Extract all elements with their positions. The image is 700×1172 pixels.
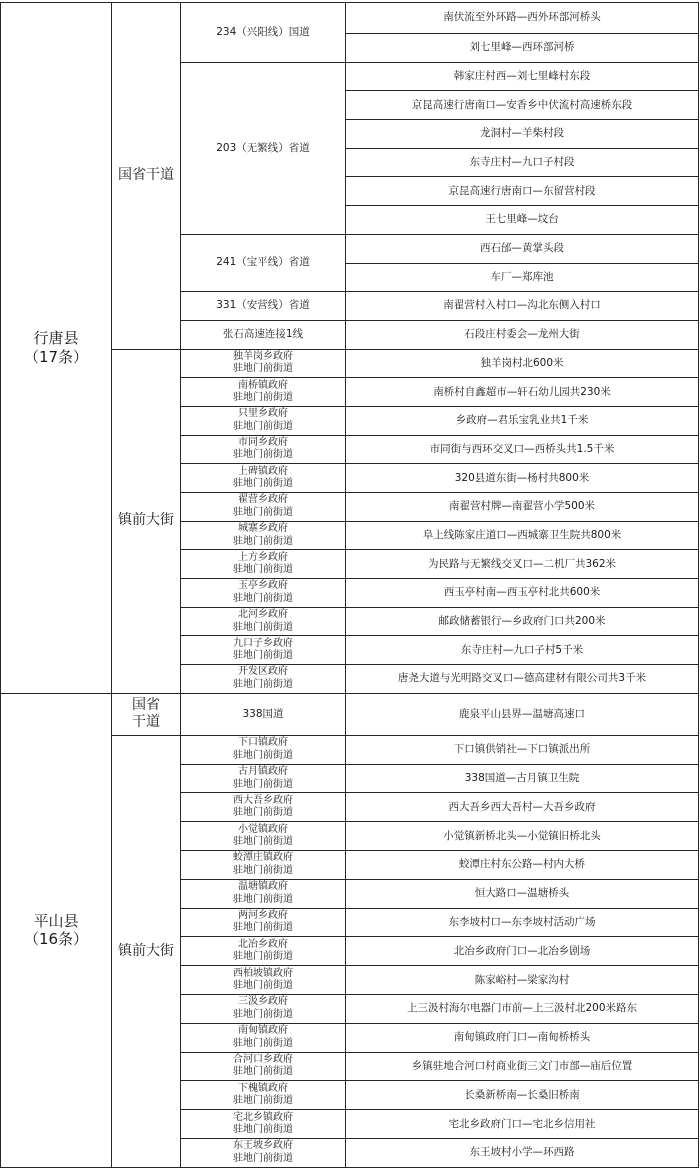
town-government — [181, 550, 346, 579]
government-street-label: 驻地门前街道 — [233, 506, 293, 518]
road-section: 龙洞村—羊柴村段 — [346, 120, 699, 149]
government-street-label: 驻地门前街道 — [233, 592, 293, 604]
road-section: 南伏流至外环路—西外环部河桥头 — [346, 3, 699, 34]
road-section: 恒大路口—温塘桥头 — [346, 879, 699, 908]
government-street-label: 驻地门前街道 — [233, 392, 293, 404]
road-section: 乡政府—君乐宝乳业共1千米 — [346, 406, 699, 435]
road-section: 下口镇供销社—下口镇派出所 — [346, 735, 699, 764]
road-section: 南甸镇政府门口—南甸桥桥头 — [346, 1023, 699, 1052]
county-cell — [1, 693, 112, 1167]
town-government — [181, 579, 346, 608]
route-name: 338国道 — [181, 693, 346, 735]
route-name: 234（兴阳线）国道 — [181, 3, 346, 63]
category-town-streets: 镇前大街 — [112, 735, 181, 1167]
road-section: 车厂—郑库池 — [346, 263, 699, 292]
government-street-label: 驻地门前街道 — [233, 807, 293, 819]
government-street-label: 驻地门前街道 — [233, 778, 293, 790]
road-section: 东寺庄村—九口子村5千米 — [346, 636, 699, 665]
town-government — [181, 994, 346, 1023]
category-main-roads: 国省干道 — [112, 693, 181, 735]
town-government — [181, 435, 346, 464]
government-street-label: 驻地门前街道 — [233, 1066, 293, 1078]
town-government — [181, 1023, 346, 1052]
road-section: 小觉镇新桥北头—小觉镇旧桥北头 — [346, 822, 699, 851]
government-name: 开发区政府 — [238, 666, 288, 678]
government-street-label: 驻地门前街道 — [233, 1095, 293, 1107]
town-government — [181, 665, 346, 694]
government-name: 西大吾乡政府 — [233, 794, 293, 806]
government-street-label: 驻地门前街道 — [233, 836, 293, 848]
town-government — [181, 908, 346, 937]
town-government — [181, 1138, 346, 1167]
road-section: 韩家庄村西—刘七里峰村东段 — [346, 62, 699, 91]
government-name: 南甸镇政府 — [238, 1025, 288, 1037]
road-section: 338国道—古月镇卫生院 — [346, 764, 699, 793]
road-section: 陈家峪村—梁家沟村 — [346, 966, 699, 995]
road-section: 西石邰—黄掌头段 — [346, 234, 699, 263]
government-name: 城寨乡政府 — [238, 523, 288, 535]
road-section: 西大吾乡西大吾村—大吾乡政府 — [346, 793, 699, 822]
town-government — [181, 1110, 346, 1139]
road-section: 独羊岗村北600米 — [346, 349, 699, 378]
town-government — [181, 735, 346, 764]
road-section: 南桥村自鑫超市—轩石幼儿园共230米 — [346, 378, 699, 407]
road-section: 北冶乡政府门口—北冶乡剧场 — [346, 937, 699, 966]
government-name: 两河乡政府 — [238, 909, 288, 921]
government-street-label: 驻地门前街道 — [233, 749, 293, 761]
road-section: 乡镇驻地合河口村商业街三文门市部—庙后位置 — [346, 1052, 699, 1081]
government-name: 东王坡乡政府 — [233, 1140, 293, 1152]
route-name: 331（安营线）省道 — [181, 292, 346, 321]
government-name: 玉亭乡政府 — [238, 580, 288, 592]
road-section: 刘七里峰—西环部河桥 — [346, 34, 699, 63]
government-street-label: 驻地门前街道 — [233, 535, 293, 547]
category-town-streets: 镇前大街 — [112, 349, 181, 693]
government-street-label: 驻地门前街道 — [233, 650, 293, 662]
government-name: 北冶乡政府 — [238, 938, 288, 950]
government-name: 市同乡政府 — [238, 436, 288, 448]
road-section: 宅北乡政府门口—宅北乡信用社 — [346, 1110, 699, 1139]
government-name: 只里乡政府 — [238, 408, 288, 420]
road-section-table — [0, 2, 699, 1168]
government-street-label: 驻地门前街道 — [233, 1152, 293, 1164]
road-section: 市同街与西环交叉口—西桥头共1.5千米 — [346, 435, 699, 464]
road-section: 上三汲村海尔电器门市前—上三汲村北200米路东 — [346, 994, 699, 1023]
road-section: 唐尧大道与光明路交叉口—德高建材有限公司共3千米 — [346, 665, 699, 694]
town-government — [181, 966, 346, 995]
town-government — [181, 937, 346, 966]
road-section: 阜上线陈家庄道口—西城寨卫生院共800米 — [346, 521, 699, 550]
government-name: 独羊岗乡政府 — [233, 350, 293, 362]
government-street-label: 驻地门前街道 — [233, 951, 293, 963]
road-section: 东王坡村小学—环西路 — [346, 1138, 699, 1167]
government-street-label: 驻地门前街道 — [233, 478, 293, 490]
town-government — [181, 607, 346, 636]
road-section: 京昆高速行唐南口—安香乡中伏流村高速桥东段 — [346, 91, 699, 120]
town-government — [181, 349, 346, 378]
government-street-label: 驻地门前街道 — [233, 893, 293, 905]
town-government — [181, 493, 346, 522]
road-section: 王七里峰—坟台 — [346, 206, 699, 235]
government-name: 温塘镇政府 — [238, 881, 288, 893]
government-name: 小觉镇政府 — [238, 823, 288, 835]
town-government — [181, 1081, 346, 1110]
town-government — [181, 464, 346, 493]
town-government — [181, 764, 346, 793]
government-street-label: 驻地门前街道 — [233, 564, 293, 576]
town-government — [181, 851, 346, 880]
government-name: 合河口乡政府 — [233, 1053, 293, 1065]
government-street-label: 驻地门前街道 — [233, 1124, 293, 1136]
government-name: 古月镇政府 — [238, 766, 288, 777]
government-name: 西柏坡镇政府 — [233, 967, 293, 979]
government-name: 下口镇政府 — [238, 737, 288, 749]
government-name: 翟营乡政府 — [238, 494, 288, 506]
road-section: 蛟潭庄村东公路—村内大桥 — [346, 851, 699, 880]
county-name: 平山县 — [33, 911, 79, 930]
government-name: 三汲乡政府 — [238, 996, 288, 1008]
town-government — [181, 822, 346, 851]
county-route-count: （17条） — [23, 347, 89, 366]
county-cell — [1, 3, 112, 694]
government-street-label: 驻地门前街道 — [233, 922, 293, 934]
government-name: 上碑镇政府 — [238, 465, 288, 477]
government-name: 下槐镇政府 — [238, 1082, 288, 1094]
road-section: 320县道东街—杨村共800米 — [346, 464, 699, 493]
county-route-count: （16条） — [23, 930, 89, 949]
town-government — [181, 406, 346, 435]
route-name: 张石高速连接1线 — [181, 320, 346, 349]
road-section: 石段庄村委会—龙州大街 — [346, 320, 699, 349]
government-name: 九口子乡政府 — [233, 637, 293, 649]
route-name: 241（宝平线）省道 — [181, 234, 346, 291]
town-government — [181, 793, 346, 822]
town-government — [181, 636, 346, 665]
road-section: 鹿泉平山县界—温塘高速口 — [346, 693, 699, 735]
government-name: 宅北乡镇政府 — [233, 1111, 293, 1123]
government-street-label: 驻地门前街道 — [233, 864, 293, 876]
road-section: 南翟营村牌—南翟营小学500米 — [346, 493, 699, 522]
road-section: 东寺庄村—九口子村段 — [346, 148, 699, 177]
government-street-label: 驻地门前街道 — [233, 363, 293, 375]
government-street-label: 驻地门前街道 — [233, 1037, 293, 1049]
government-street-label: 驻地门前街道 — [233, 449, 293, 461]
government-name: 蛟潭庄镇政府 — [233, 852, 293, 864]
town-government — [181, 879, 346, 908]
town-government — [181, 1052, 346, 1081]
category-main-roads: 国省干道 — [112, 3, 181, 350]
road-section: 西玉亭村南—西玉亭村北共600米 — [346, 579, 699, 608]
road-section: 长桑新桥南—长桑旧桥南 — [346, 1081, 699, 1110]
town-government — [181, 378, 346, 407]
road-section: 为民路与无繁线交叉口—二机厂共362米 — [346, 550, 699, 579]
road-section: 东李坡村口—东李坡村活动广场 — [346, 908, 699, 937]
route-name: 203（无繁线）省道 — [181, 62, 346, 234]
road-section: 邮政储蓄银行—乡政府门口共200米 — [346, 607, 699, 636]
road-section: 京昆高速行唐南口—东留营村段 — [346, 177, 699, 206]
government-street-label: 驻地门前街道 — [233, 420, 293, 432]
road-section: 南翟营村入村口—沟北东侧入村口 — [346, 292, 699, 321]
county-name: 行唐县 — [33, 329, 79, 348]
government-name: 上方乡政府 — [238, 551, 288, 563]
government-name: 北河乡政府 — [238, 609, 288, 621]
town-government — [181, 521, 346, 550]
government-street-label: 驻地门前街道 — [233, 621, 293, 633]
government-street-label: 驻地门前街道 — [233, 678, 293, 690]
table-row — [1, 693, 699, 735]
government-street-label: 驻地门前街道 — [233, 980, 293, 992]
government-name: 南桥镇政府 — [238, 379, 288, 391]
table-row — [1, 3, 699, 34]
government-street-label: 驻地门前街道 — [233, 1008, 293, 1020]
